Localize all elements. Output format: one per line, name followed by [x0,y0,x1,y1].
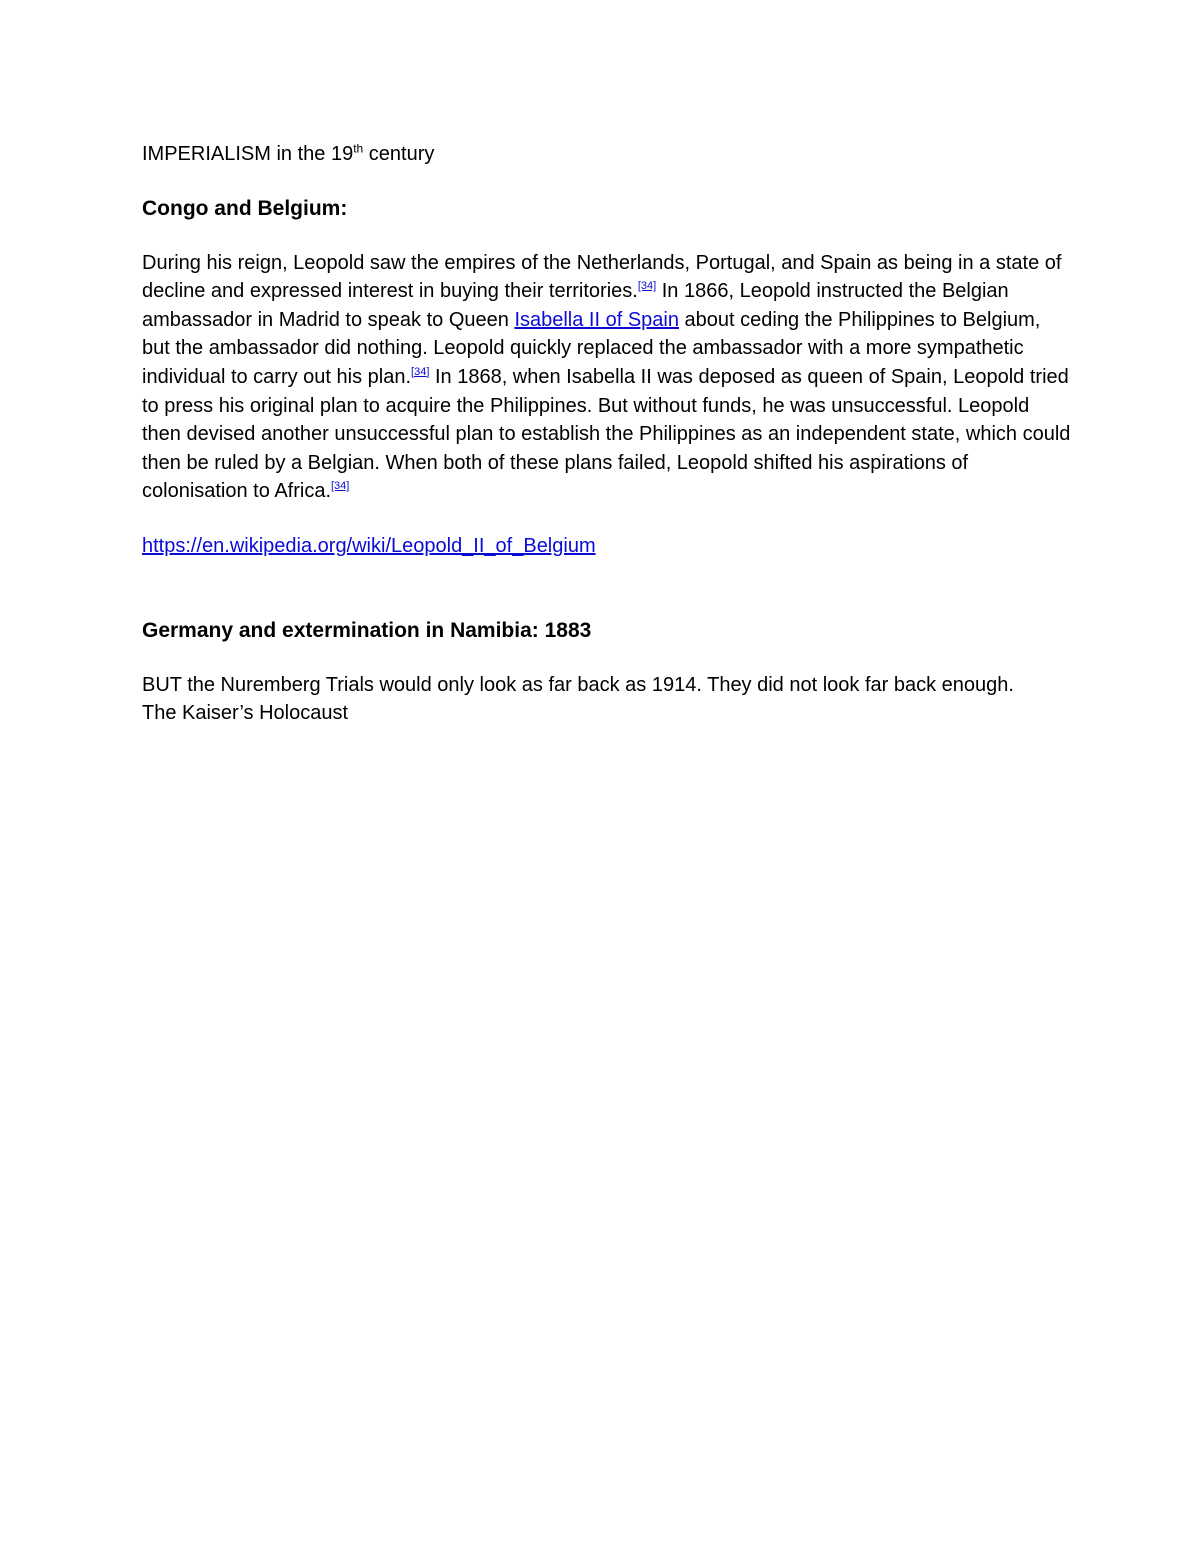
title-text: IMPERIALISM in the 19 [142,143,354,165]
source-url-paragraph [142,532,1072,561]
paragraph-leopold [142,249,1072,506]
section-heading-germany: Germany and extermination in Namibia: 1883 [142,618,592,642]
section-heading-congo: Congo and Belgium: [142,196,348,220]
spacer [142,587,1072,617]
paragraph-text: In 1868, when Isabella II was deposed as queen of Spain, Leopold tried to press his original plan to acquire the Philippines. But without funds, he was unsuccessful. Leopold then devised another unsuccessful plan to establish the Philippines as an independent state, which could then be ruled by a Belgian. When both of these plans failed, Leopold shifted his aspirations of colonisation to Africa. [142,365,1071,503]
document-title [142,140,1072,169]
title-text-end: century [363,143,435,165]
paragraph-text: about ceding the Philippines to Belgium, but the ambassador did nothing. Leopold quickly replaced the ambassador with a more sympathetic individual to carry out his plan. [142,308,1041,388]
kaiser-holocaust-line: The Kaiser’s Holocaust [142,702,349,725]
paragraph-text: During his reign, Leopold saw the empires of the Netherlands, Portugal, and Spain as being in a state of decline and expressed interest in buying their territories. [142,251,1062,303]
citation-link[interactable]: [34] [411,365,430,378]
title-superscript: th [353,141,364,156]
section-germany-body [142,671,1072,728]
paragraph-text: In 1866, Leopold instructed the Belgian ambassador in Madrid to speak to Queen [142,280,1009,331]
wikipedia-url-link[interactable]: https://en.wikipedia.org/wiki/Leopold_II_of_Belgium [142,534,596,557]
nuremberg-paragraph: BUT the Nuremberg Trials would only look as far back as 1914. They did not look far back enough. [142,673,1014,696]
citation-link[interactable]: [34] [331,480,350,493]
isabella-link[interactable]: Isabella II of Spain [514,308,679,331]
document-page [142,140,1072,728]
citation-link[interactable]: [34] [637,280,657,293]
